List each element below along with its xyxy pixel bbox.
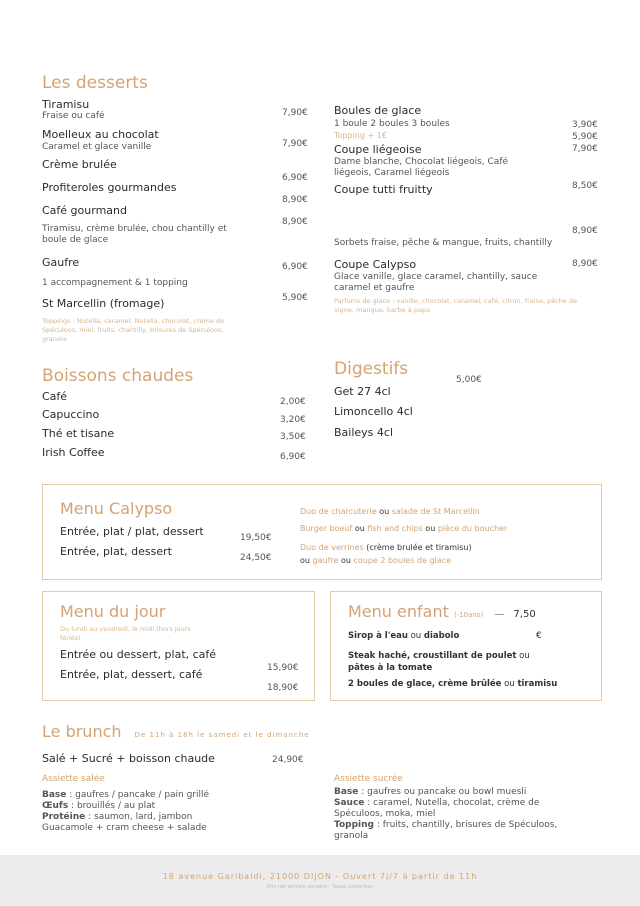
brunch-subtitle: De 11h à 16h le samedi et le dimanche: [134, 731, 310, 739]
dessert-st-marcellin-price: 5,90€: [282, 293, 308, 303]
salee-label: Œufs: [42, 801, 69, 811]
sucree-row: [334, 798, 584, 820]
dessert-gaufre-price: 6,90€: [282, 262, 308, 272]
salee-row: [42, 801, 302, 812]
dessert-tiramisu-sub: Fraise ou café: [42, 111, 105, 121]
menu-calypso-row-2: Entrée, plat, dessert: [60, 545, 172, 558]
dessert-profiteroles: Profiteroles gourmandes: [42, 181, 177, 194]
salee-title: Assiette salée: [42, 774, 105, 784]
digestifs-title: Digestifs: [334, 359, 409, 379]
salee-text: : brouillés / au plat: [68, 801, 156, 811]
dessert-moelleux-price: 7,90€: [282, 139, 308, 149]
sucree-label: Base: [334, 787, 359, 797]
sucree-row: [334, 787, 584, 798]
menu-jour-price-1: 15,90€: [267, 663, 299, 673]
boisson-irish-price: 6,90€: [280, 452, 306, 462]
salee-row: [42, 790, 302, 801]
boisson-cafe-price: 2,00€: [280, 397, 306, 407]
desserts-title: Les desserts: [42, 73, 148, 93]
dessert-creme-brulee-price: 6,90€: [282, 173, 308, 183]
choice-1a: Duo de charcuterie: [300, 507, 377, 516]
salee-row: [42, 812, 302, 823]
enfant-3o: ou: [501, 679, 518, 689]
dessert-profiteroles-price: 8,90€: [282, 195, 308, 205]
brunch-price: 24,90€: [272, 755, 304, 765]
dessert-cafe-gourmand-price: 8,90€: [282, 217, 308, 227]
footer-address: 18 avenue Garibaldi, 21000 DIJON - Ouvert 7j/7 à partir de 11h: [162, 872, 478, 881]
enfant-2b: pâtes à la tomate: [348, 663, 433, 673]
brunch-title: Le brunch: [42, 722, 122, 741]
footer-small: Prix net service compris - Taxes comprises: [266, 884, 374, 890]
toppings-note: Toppings : Nutella, caramel, Nutella, chocolat, crème de Spéculoos, miel, fruits, chantilly, brisures de Spéculoos, granola: [42, 317, 225, 343]
boules-price-2: 5,90€: [572, 132, 598, 142]
menu-calypso-price-1: 19,50€: [240, 533, 272, 543]
choice-1o: ou: [376, 507, 392, 516]
enfant-line-3: [348, 679, 557, 689]
choice-2o: ou: [352, 524, 368, 533]
salee-text: Guacamole + cram cheese + salade: [42, 823, 207, 833]
sorbet-price: 8,90€: [572, 226, 598, 236]
boules-title: Boules de glace: [334, 104, 422, 117]
choice-1b: salade de St Marcellin: [391, 507, 480, 516]
menu-calypso-row-1: Entrée, plat / plat, dessert: [60, 525, 204, 538]
dessert-cafe-gourmand-sub: Tiramisu, crème brulée, chou chantilly et boule de glace: [42, 224, 227, 245]
menu-enfant-price: 7,50: [513, 609, 536, 620]
calypso-choice-3: [300, 543, 472, 552]
boules-price-1: 3,90€: [572, 120, 598, 130]
enfant-1o: ou: [407, 631, 424, 641]
digestifs-price: 5,00€: [456, 375, 482, 385]
boisson-capuccino-price: 3,20€: [280, 415, 306, 425]
calypso-choice-4: [300, 556, 451, 565]
choice-2b: fish and chips: [367, 524, 423, 533]
enfant-line-1: [348, 631, 459, 641]
liegeoise-title: Coupe liégeoise: [334, 143, 422, 156]
boissons-title: Boissons chaudes: [42, 366, 194, 386]
brunch-line: Salé + Sucré + boisson chaude: [42, 752, 215, 765]
sorbet-sub: Sorbets fraise, pêche & mangue, fruits, chantilly: [334, 238, 553, 248]
sucree-list: [334, 787, 584, 842]
choice-2c: pièce du boucher: [437, 524, 508, 533]
menu-jour-price-2: 18,90€: [267, 683, 299, 693]
tutti-title: Coupe tutti fruitty: [334, 183, 433, 196]
enfant-1b: diabolo: [423, 631, 460, 641]
menu-jour-row-2: Entrée, plat, dessert, café: [60, 668, 203, 681]
menu-enfant-title: Menu enfant: [348, 602, 449, 621]
calypso-choice-2: [300, 524, 507, 533]
menu-calypso-price-2: 24,50€: [240, 553, 272, 563]
boules-price-3: 7,90€: [572, 144, 598, 154]
menu-enfant-dash: —: [494, 609, 505, 620]
sucree-text: : gaufres ou pancake ou bowl muesli: [358, 787, 527, 797]
brunch-header: [42, 722, 310, 741]
dessert-gaufre: Gaufre: [42, 256, 80, 269]
calypso-coupe-title: Coupe Calypso: [334, 258, 417, 271]
menu-enfant-header: [348, 602, 536, 621]
choice-4b: coupe 2 boules de glace: [353, 556, 451, 565]
sucree-text: : fruits, chantilly, brisures de Spéculoos, granola: [334, 820, 558, 841]
salee-text: : gaufres / pancake / pain grillé: [66, 790, 210, 800]
dessert-creme-brulee: Crème brulée: [42, 158, 117, 171]
dessert-st-marcellin: St Marcellin (fromage): [42, 297, 165, 310]
menu-calypso-title: Menu Calypso: [60, 499, 173, 518]
menu-jour-title: Menu du jour: [60, 602, 166, 621]
boisson-capuccino: Capuccino: [42, 408, 100, 421]
boisson-the-price: 3,50€: [280, 432, 306, 442]
boisson-cafe: Café: [42, 390, 68, 403]
calypso-coupe-sub: Glace vanille, glace caramel, chantilly, sauce caramel et gaufre: [334, 272, 538, 293]
boisson-the: Thé et tisane: [42, 427, 115, 440]
topping-note: Topping + 1€: [334, 131, 387, 140]
dessert-cafe-gourmand: Café gourmand: [42, 204, 127, 217]
salee-label: Base: [42, 790, 67, 800]
choice-2o2: ou: [422, 524, 438, 533]
digestif-limoncello: Limoncello 4cl: [334, 405, 413, 418]
calypso-choice-1: [300, 507, 480, 516]
digestif-baileys: Baileys 4cl: [334, 426, 394, 439]
sucree-label: Topping: [334, 820, 374, 830]
dessert-tiramisu: Tiramisu: [42, 98, 90, 111]
choice-2a: Burger boeuf: [300, 524, 353, 533]
sucree-label: Sauce: [334, 798, 365, 808]
choice-4a: gaufre: [312, 556, 339, 565]
menu-jour-row-1: Entrée ou dessert, plat, café: [60, 648, 217, 661]
boisson-irish: Irish Coffee: [42, 446, 105, 459]
liegeoise-sub: Dame blanche, Chocolat liégeois, Café liégeois, Caramel liégeois: [334, 157, 509, 178]
dessert-moelleux-sub: Caramel et glace vanille: [42, 142, 152, 152]
choice-3o: (crème brulée et tiramisu): [363, 543, 472, 552]
enfant-3a: 2 boules de glace: [348, 679, 432, 689]
menu-enfant-euro: €: [536, 631, 542, 641]
enfant-2a: Steak haché, croustillant de poulet: [348, 651, 517, 661]
digestif-get27: Get 27 4cl: [334, 385, 391, 398]
choice-4o: ou: [300, 556, 313, 565]
salee-text: : saumon, lard, jambon: [85, 812, 193, 822]
sucree-title: Assiette sucrée: [334, 774, 403, 784]
tutti-price: 8,50€: [572, 181, 598, 191]
dessert-gaufre-sub: 1 accompagnement & 1 topping: [42, 278, 188, 288]
enfant-3c: tiramisu: [517, 679, 558, 689]
dessert-moelleux: Moelleux au chocolat: [42, 128, 159, 141]
enfant-1a: Sirop à l'eau: [348, 631, 408, 641]
menu-jour-note: Du lundi au vendredi, le midi (hors jours fériés): [60, 625, 191, 642]
sucree-text: : caramel, Nutella, chocolat, crème de Spéculoos, moka, miel: [334, 798, 540, 819]
salee-row: [42, 823, 302, 834]
enfant-line-2: [348, 650, 583, 674]
enfant-3b: , crème brûlée: [431, 679, 502, 689]
calypso-coupe-price: 8,90€: [572, 259, 598, 269]
salee-label: Protéine: [42, 812, 86, 822]
choice-4o2: ou: [338, 556, 354, 565]
enfant-2o: ou: [516, 651, 530, 661]
menu-enfant-age: (-10ans): [453, 611, 484, 619]
dessert-tiramisu-price: 7,90€: [282, 108, 308, 118]
parfums-note: Parfums de glace : vanille, chocolat, caramel, café, citron, fraise, pêche de vigne, mangue, barbe à papa: [334, 297, 578, 314]
sucree-row: [334, 820, 584, 842]
choice-3a: Duo de verrines: [300, 543, 364, 552]
salee-list: [42, 790, 302, 834]
boules-sub: 1 boule 2 boules 3 boules: [334, 119, 450, 129]
